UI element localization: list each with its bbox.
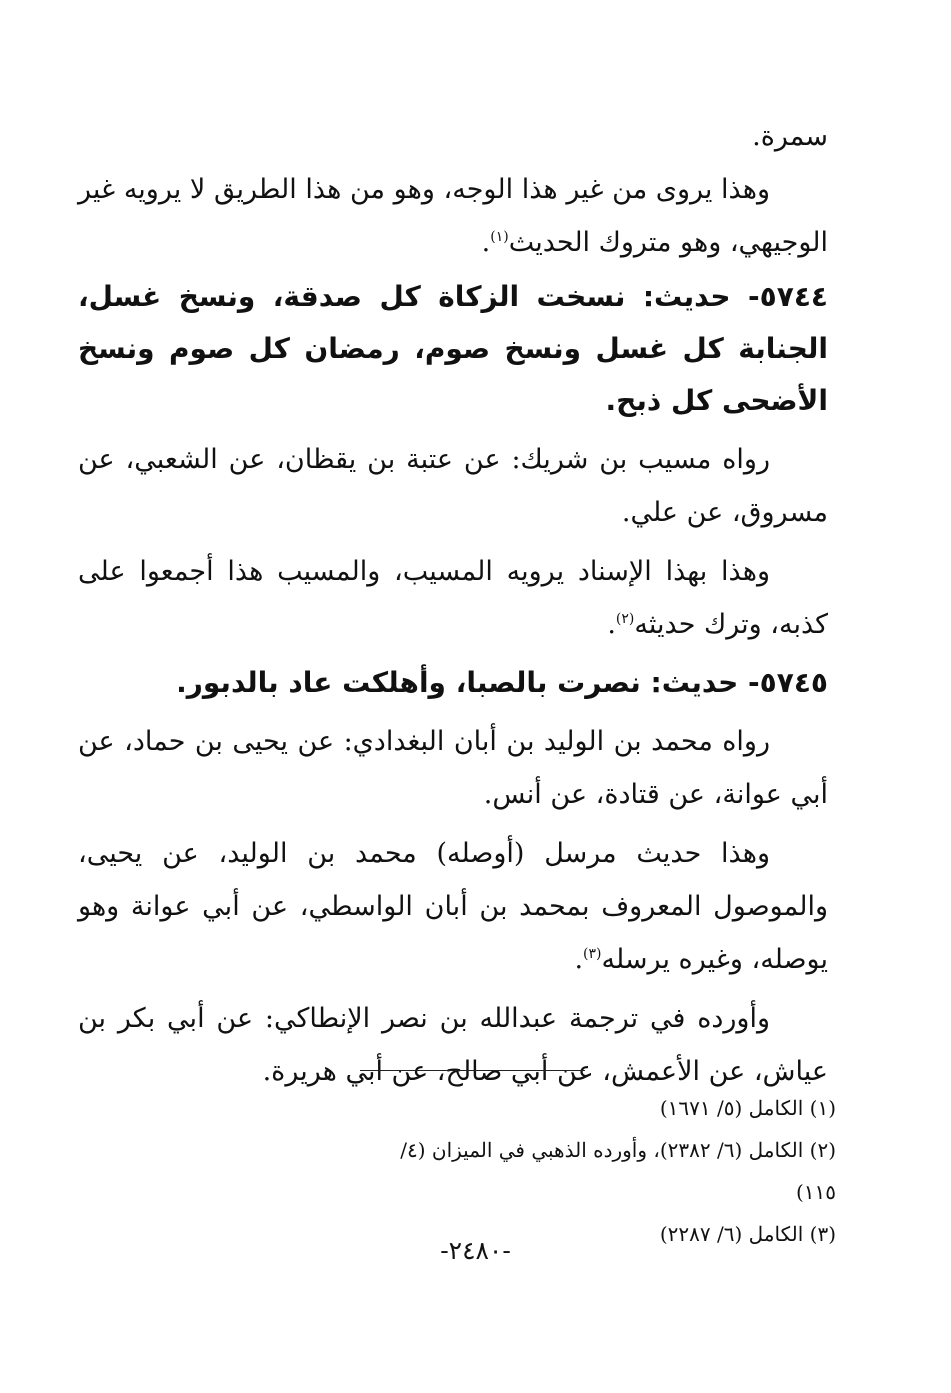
paragraph-6 bbox=[78, 827, 828, 986]
paragraph-7: وأورده في ترجمة عبدالله بن نصر الإنطاكي: عن أبي بكر بن عياش، عن الأعمش، عن أبي صالح، عن أبي هريرة. bbox=[78, 1003, 828, 1087]
hadith-number: ٥٧٤٥- bbox=[738, 666, 828, 699]
paragraph-5: رواه محمد بن الوليد بن أبان البغدادي: عن يحيى بن حماد، عن أبي عوانة، عن قتادة، عن أنس. bbox=[78, 726, 828, 810]
paragraph-6-text: وهذا حديث مرسل (أوصله) محمد بن الوليد، عن يحيى، والموصول المعروف بمحمد بن أبان الواسطي، عن أبي عوانة وهو يوصله، وغيره يرسله bbox=[78, 838, 828, 975]
paragraph-4-end: . bbox=[607, 609, 616, 640]
footnote-ref-1[interactable]: (١) bbox=[490, 229, 509, 245]
paragraph-3: رواه مسيب بن شريك: عن عتبة بن يقظان، عن الشعبي، عن مسروق، عن علي. bbox=[78, 444, 828, 528]
hadith-5744 bbox=[78, 271, 828, 427]
paragraph-6-end: . bbox=[574, 944, 584, 975]
paragraph-4 bbox=[78, 545, 828, 651]
footnotes-section bbox=[360, 1070, 836, 1255]
paragraph-2-end: . bbox=[481, 227, 491, 258]
hadith-number: ٥٧٤٤- bbox=[730, 280, 829, 313]
paragraph-2-text: وهذا يروى من غير هذا الوجه، وهو من هذا الطريق لا يرويه غير الوجيهي، وهو متروك الحديث bbox=[78, 174, 828, 258]
page-body bbox=[78, 110, 828, 1098]
paragraph-1: سمرة. bbox=[752, 121, 828, 152]
hadith-text: حديث: نصرت بالصبا، وأهلكت عاد بالدبور. bbox=[176, 666, 739, 699]
paragraph-4-text: وهذا بهذا الإسناد يرويه المسيب، والمسيب هذا أجمعوا على كذبه، وترك حديثه bbox=[78, 556, 828, 640]
footnote-ref-2[interactable]: (٢) bbox=[615, 611, 635, 627]
footnote-divider bbox=[360, 1070, 585, 1071]
footnote-3: (٣) الكامل (٦/ ٢٢٨٧) bbox=[659, 1222, 836, 1246]
footnote-2: (٢) الكامل (٦/ ٢٣٨٢)، وأورده الذهبي في الميزان (٤/ ١١٥) bbox=[400, 1138, 836, 1204]
paragraph-2 bbox=[78, 163, 828, 269]
hadith-5745 bbox=[78, 657, 828, 709]
hadith-text: حديث: نسخت الزكاة كل صدقة، ونسخ غسل، الجنابة كل غسل ونسخ صوم، رمضان كل صوم ونسخ الأضحى كل ذبح. bbox=[78, 280, 828, 417]
footnote-1: (١) الكامل (٥/ ١٦٧١) bbox=[659, 1096, 836, 1120]
page-number: -٢٤٨٠- bbox=[440, 1236, 511, 1265]
footnote-ref-3[interactable]: (٣) bbox=[583, 946, 602, 962]
